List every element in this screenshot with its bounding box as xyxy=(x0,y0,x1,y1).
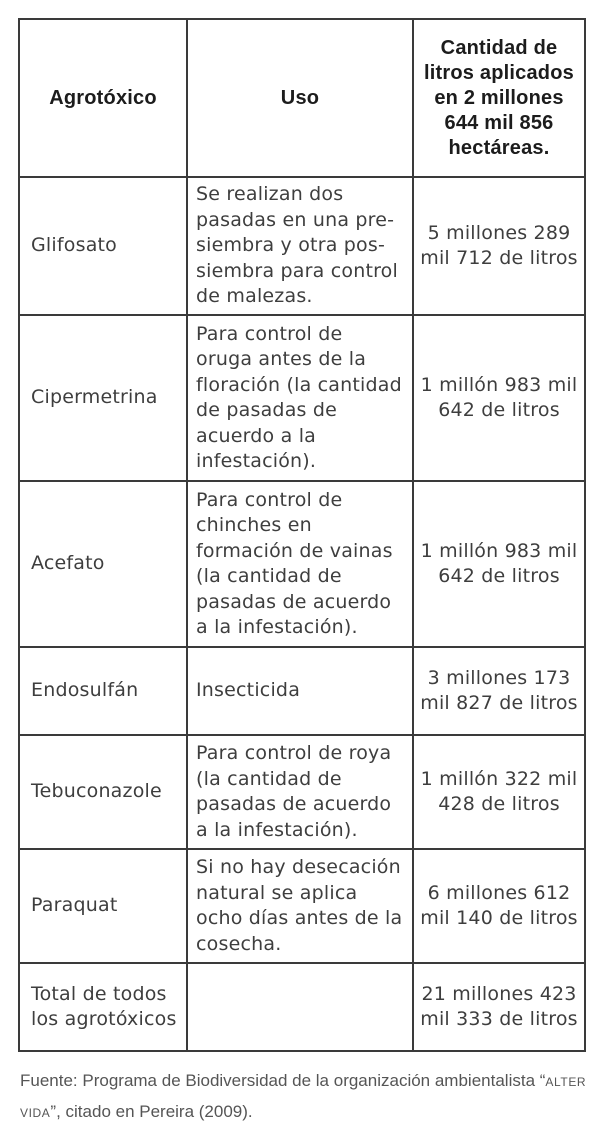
cell-uso: Para control de oruga antes de la floración (la cantidad de pasadas de acuerdo a la infestación). xyxy=(187,315,413,481)
cell-agrotoxico: Acefato xyxy=(19,481,187,647)
cell-cantidad: 3 millones 173 mil 827 de litros xyxy=(413,647,585,735)
source-note xyxy=(20,1066,590,1128)
cell-agrotoxico: Tebuconazole xyxy=(19,735,187,849)
header-agrotoxico: Agrotóxico xyxy=(19,19,187,177)
table-total-row xyxy=(19,963,585,1051)
cell-cantidad: 21 millones 423 mil 333 de litros xyxy=(413,963,585,1051)
cell-uso: Se realizan dos pasadas en una pre-siembra y otra pos-siembra para control de malezas. xyxy=(187,177,413,315)
cell-uso: Para control de roya (la cantidad de pasadas de acuerdo a la infestación). xyxy=(187,735,413,849)
cell-agrotoxico: Cipermetrina xyxy=(19,315,187,481)
cell-cantidad: 1 millón 322 mil 428 de litros xyxy=(413,735,585,849)
table-header-row xyxy=(19,19,585,177)
cell-agrotoxico: Paraquat xyxy=(19,849,187,963)
source-org-name: ALTER VIDA xyxy=(20,1075,587,1120)
cell-agrotoxico: Glifosato xyxy=(19,177,187,315)
cell-uso: Insecticida xyxy=(187,647,413,735)
cell-cantidad: 1 millón 983 mil 642 de litros xyxy=(413,315,585,481)
cell-uso: Para control de chinches en formación de vainas (la cantidad de pasadas de acuerdo a la infestación). xyxy=(187,481,413,647)
source-text-after: ”, citado en Pereira (2009). xyxy=(50,1102,253,1121)
table-row xyxy=(19,735,585,849)
cell-agrotoxico: Total de todos los agrotóxicos xyxy=(19,963,187,1051)
table-row xyxy=(19,315,585,481)
agrotoxicos-table-container xyxy=(18,18,584,1052)
cell-cantidad: 5 millones 289 mil 712 de litros xyxy=(413,177,585,315)
agrotoxicos-table xyxy=(18,18,586,1052)
cell-cantidad: 1 millón 983 mil 642 de litros xyxy=(413,481,585,647)
table-row xyxy=(19,647,585,735)
cell-agrotoxico: Endosulfán xyxy=(19,647,187,735)
cell-cantidad: 6 millones 612 mil 140 de litros xyxy=(413,849,585,963)
table-row xyxy=(19,849,585,963)
cell-uso: Si no hay desecación natural se aplica ocho días antes de la cosecha. xyxy=(187,849,413,963)
table-row xyxy=(19,481,585,647)
table-row xyxy=(19,177,585,315)
cell-uso xyxy=(187,963,413,1051)
header-uso: Uso xyxy=(187,19,413,177)
source-text-before: Fuente: Programa de Biodiversidad de la organización ambientalista “ xyxy=(20,1071,546,1090)
header-cantidad: Cantidad de litros aplicados en 2 millones 644 mil 856 hectáreas. xyxy=(413,19,585,177)
